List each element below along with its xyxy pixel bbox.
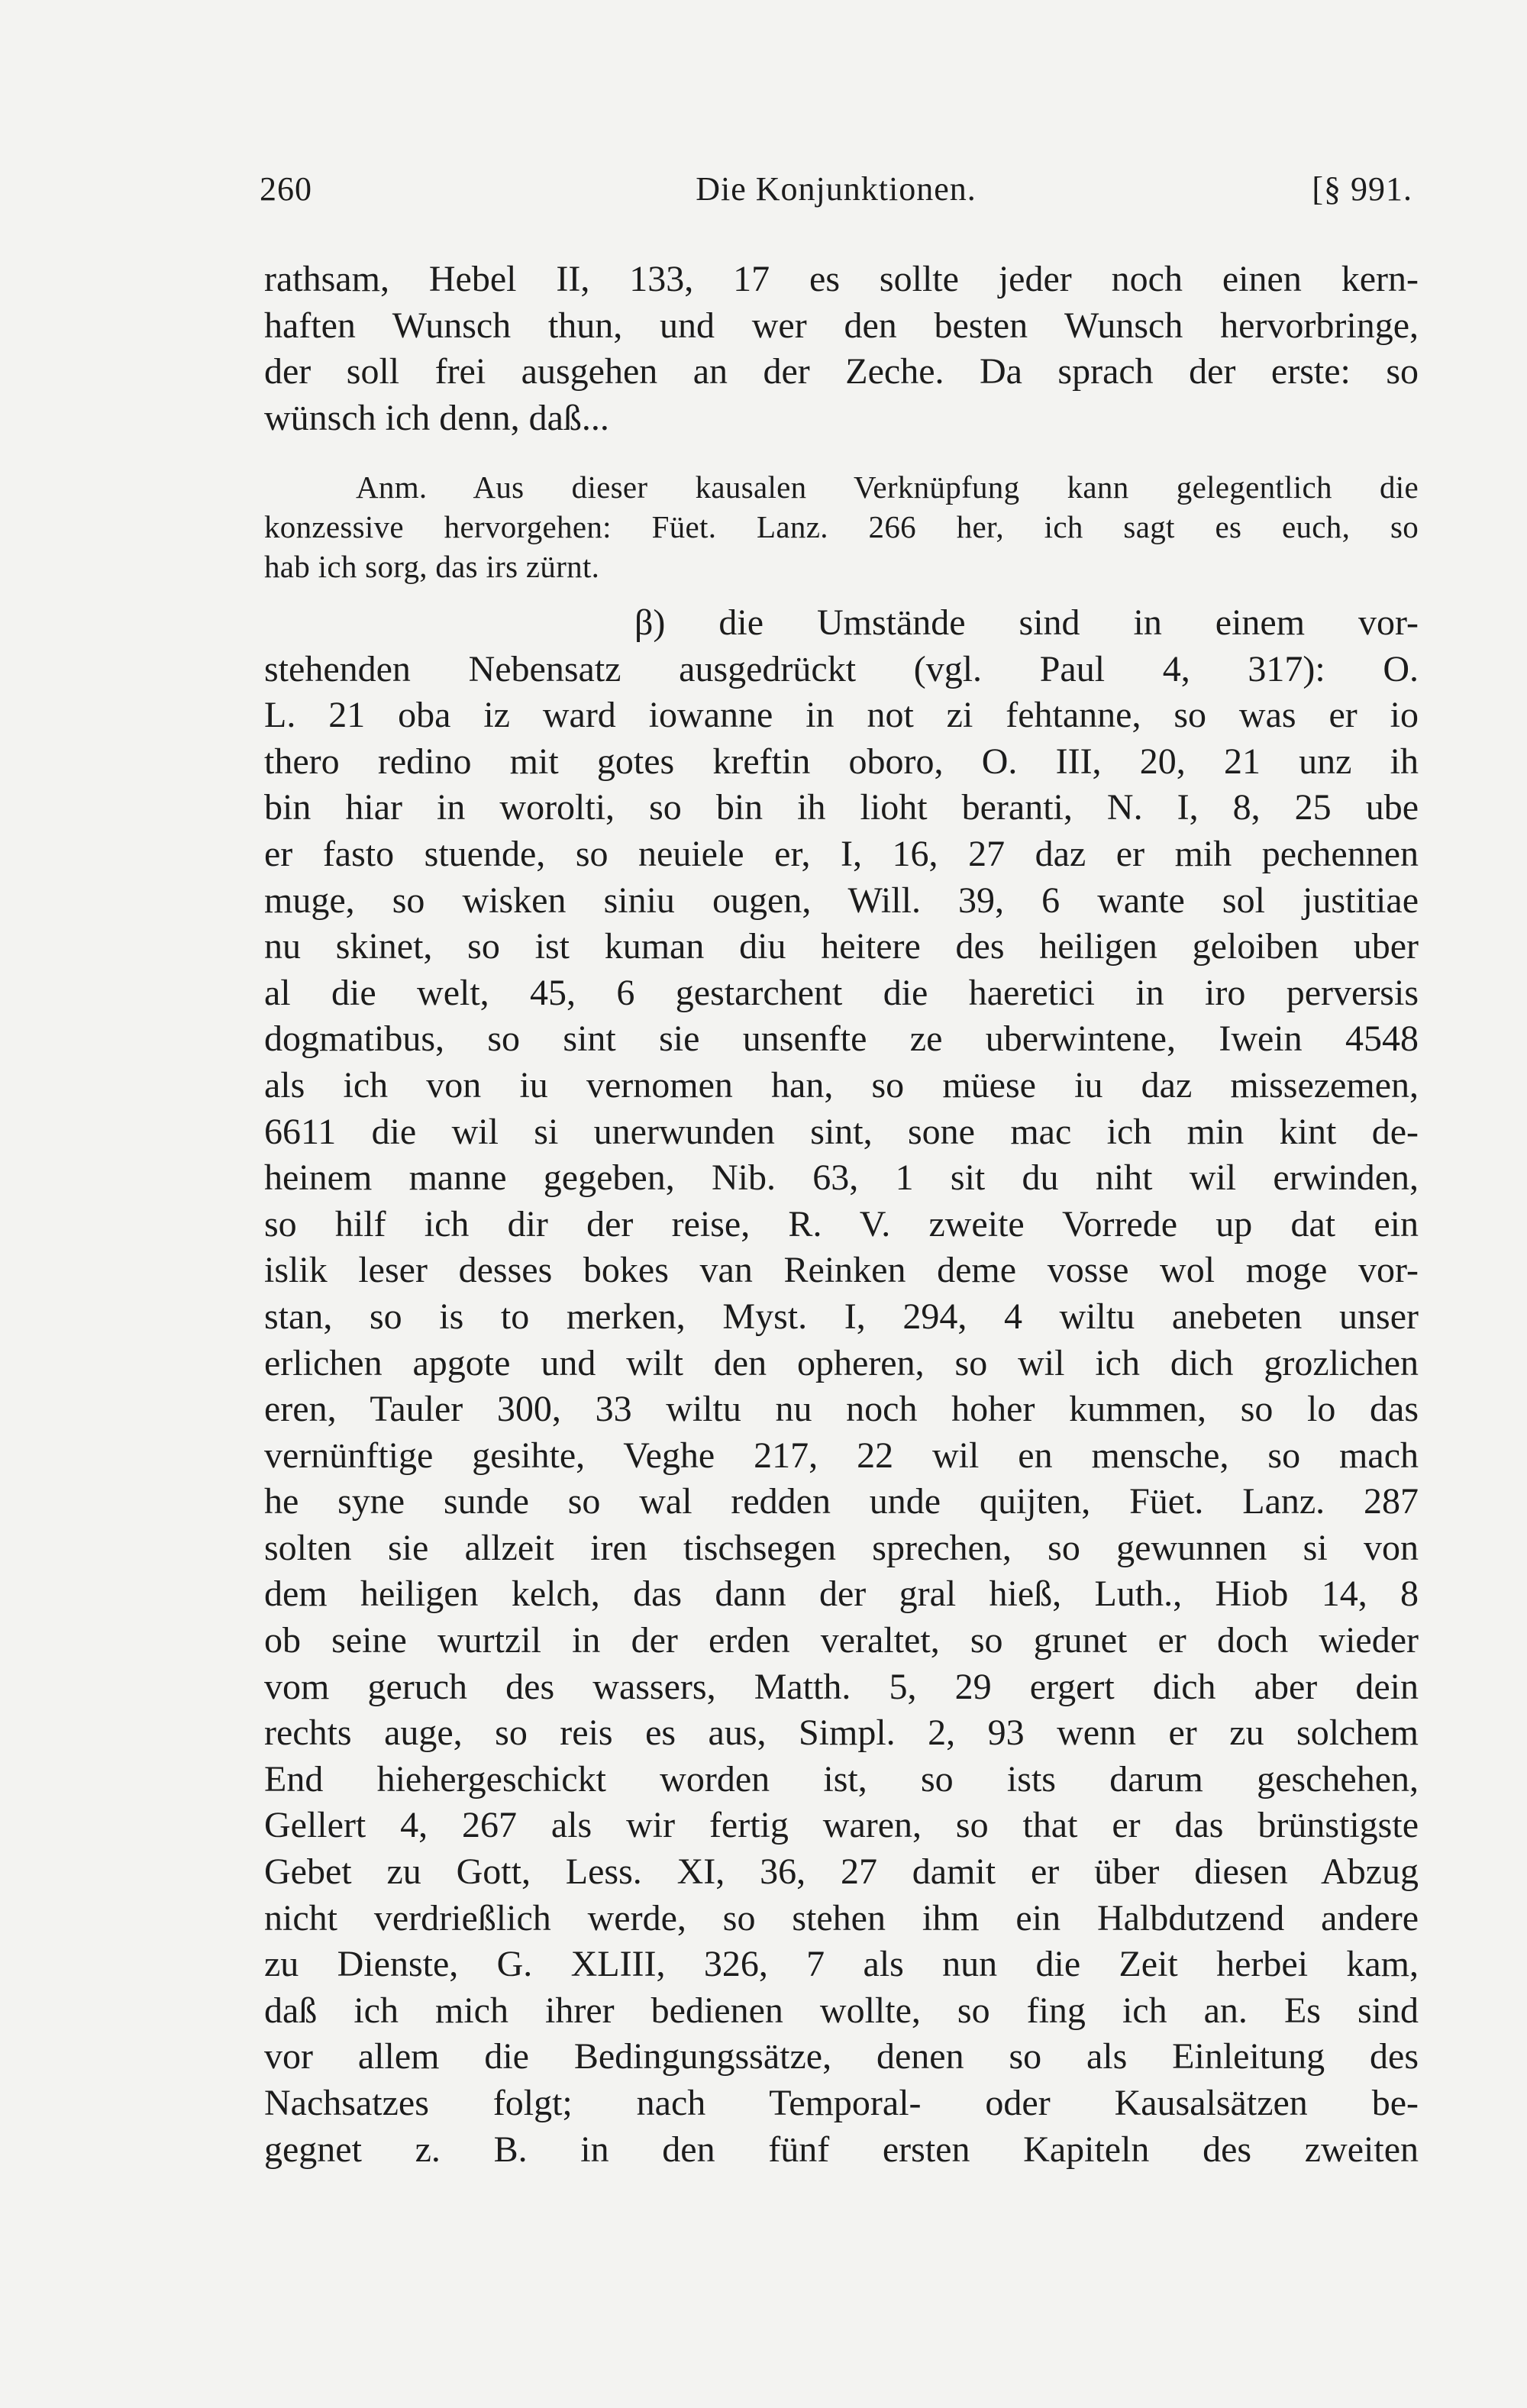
text-line: islik leser desses bokes van Reinken deme vosse wol moge vor-: [264, 1250, 1419, 1291]
text-line: erlichen apgote und wilt den opheren, so wil ich dich grozlichen: [264, 1342, 1419, 1383]
text-line: nicht verdrießlich werde, so stehen ihm ein Halbdutzend andere: [264, 1897, 1419, 1938]
text-line: stan, so is to merken, Myst. I, 294, 4 wiltu anebeten unser: [264, 1296, 1419, 1337]
text-line: hab ich sorg, das irs zürnt.: [264, 549, 600, 584]
running-header: [260, 169, 1412, 215]
text-line: rathsam, Hebel II, 133, 17 es sollte jeder noch einen kern-: [264, 259, 1419, 299]
section-marker: [§ 991.: [1312, 170, 1412, 208]
text-line: eren, Tauler 300, 33 wiltu nu noch hoher kummen, so lo das: [264, 1389, 1419, 1430]
page-number: 260: [260, 170, 312, 208]
text-line: solten sie allzeit iren tischsegen sprechen, so gewunnen si von: [264, 1527, 1419, 1568]
text-line: End hiehergeschickt worden ist, so ists darum geschehen,: [264, 1758, 1419, 1800]
text-line: gegnet z. B. in den fünf ersten Kapiteln des zweiten: [264, 2129, 1419, 2170]
text-line: wünsch ich denn, daß...: [264, 397, 609, 438]
text-line: vernünftige gesihte, Veghe 217, 22 wil en mensche, so mach: [264, 1435, 1419, 1476]
text-line: vor allem die Bedingungssätze, denen so als Einleitung des: [264, 2036, 1419, 2077]
text-line: Nachsatzes folgt; nach Temporal- oder Kausalsätzen be-: [264, 2083, 1419, 2123]
text-line: heinem manne gegeben, Nib. 63, 1 sit du niht wil erwinden,: [264, 1157, 1419, 1199]
text-line: stehenden Nebensatz ausgedrückt (vgl. Paul 4, 317): O.: [264, 648, 1419, 689]
text-line: β) die Umstände sind in einem vor-: [634, 602, 1419, 643]
paragraph-beta: [264, 600, 1419, 2173]
text-line: muge, so wisken siniu ougen, Will. 39, 6 wante sol justitiae: [264, 880, 1419, 921]
running-title: Die Konjunktionen.: [696, 170, 977, 208]
text-line: 6611 die wil si unerwunden sint, sone mac ich min kint de-: [264, 1111, 1419, 1152]
text-line: daß ich mich ihrer bedienen wollte, so fing ich an. Es sind: [264, 1990, 1419, 2031]
text-line: al die welt, 45, 6 gestarchent die haeretici in iro perversis: [264, 972, 1419, 1013]
text-line: als ich von iu vernomen han, so müese iu daz missezemen,: [264, 1064, 1419, 1106]
text-line: so hilf ich dir der reise, R. V. zweite Vorrede up dat ein: [264, 1203, 1419, 1244]
text-line: haften Wunsch thun, und wer den besten Wunsch hervorbringe,: [264, 305, 1419, 346]
text-line: dem heiligen kelch, das dann der gral hieß, Luth., Hiob 14, 8: [264, 1574, 1419, 1615]
text-line: ob seine wurtzil in der erden veraltet, so grunet er doch wieder: [264, 1620, 1419, 1661]
text-line: zu Dienste, G. XLIII, 326, 7 als nun die Zeit herbei kam,: [264, 1944, 1419, 1985]
text-line: bin hiar in worolti, so bin ih lioht beranti, N. I, 8, 25 ube: [264, 787, 1419, 828]
text-line: Gellert 4, 267 als wir fertig waren, so that er das brünstigste: [264, 1805, 1419, 1846]
paragraph-continuation: [264, 257, 1419, 441]
text-line: L. 21 oba iz ward iowanne in not zi fehtanne, so was er io: [264, 695, 1419, 736]
text-line: dogmatibus, so sint sie unsenfte ze uberwintene, Iwein 4548: [264, 1018, 1419, 1060]
text-line: vom geruch des wassers, Matth. 5, 29 ergert dich aber dein: [264, 1666, 1419, 1707]
annotation-note: [264, 467, 1419, 586]
text-line: he syne sunde so wal redden unde quijten, Füet. Lanz. 287: [264, 1481, 1419, 1522]
text-line: rechts auge, so reis es aus, Simpl. 2, 93 wenn er zu solchem: [264, 1712, 1419, 1754]
text-line: konzessive hervorgehen: Füet. Lanz. 266 her, ich sagt es euch, so: [264, 509, 1419, 544]
text-line: nu skinet, so ist kuman diu heitere des heiligen geloiben uber: [264, 926, 1419, 967]
text-line: Gebet zu Gott, Less. XI, 36, 27 damit er über diesen Abzug: [264, 1851, 1419, 1893]
text-line: thero redino mit gotes kreftin oboro, O. III, 20, 21 unz ih: [264, 741, 1419, 782]
text-line: Anm. Aus dieser kausalen Verknüpfung kann gelegentlich die: [356, 470, 1419, 505]
text-line: er fasto stuende, so neuiele er, I, 16, 27 daz er mih pechennen: [264, 833, 1419, 874]
text-line: der soll frei ausgehen an der Zeche. Da sprach der erste: so: [264, 351, 1419, 392]
